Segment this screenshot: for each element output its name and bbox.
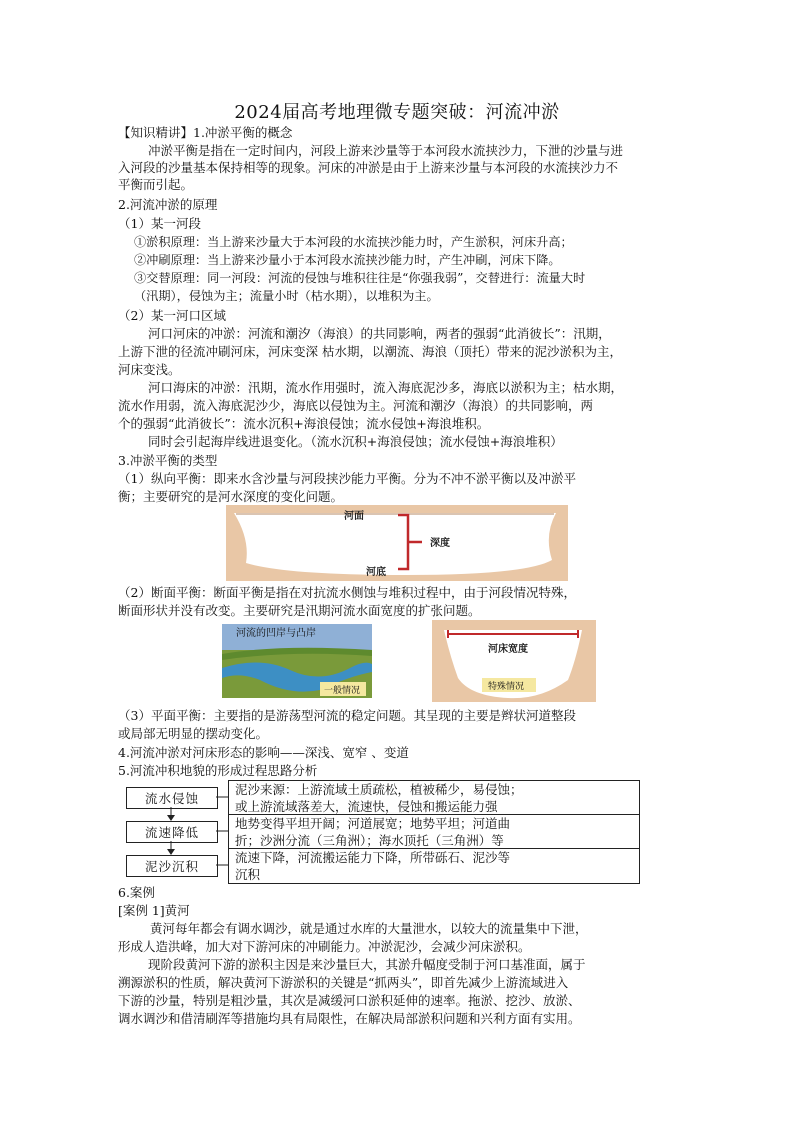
paragraph-line: 同时会引起海岸线进退变化。（流水沉积+海浪侵蚀；流水侵蚀+海浪堆积） (148, 434, 563, 449)
flow-step-deposition: 泥沙沉积 (126, 855, 218, 877)
flow-desc-line: 泥沙来源：上游流域土质疏松，植被稀少，易侵蚀； (235, 782, 523, 797)
paragraph-line: 形成人造洪峰，加大对下游河床的冲刷能力。冲淤泥沙，会减少河床淤积。 (118, 939, 531, 954)
paragraph-line: （2）断面平衡：断面平衡是指在对抗流水侧蚀与堆积过程中，由于河段情况特殊， (118, 585, 576, 600)
paragraph-line: 河床变浅。 (118, 362, 181, 377)
section-heading: 3.冲淤平衡的类型 (118, 453, 218, 468)
down-arrow-icon (166, 841, 176, 855)
flow-desc-deposition (228, 848, 640, 884)
flow-step-erosion: 流水侵蚀 (126, 787, 218, 809)
paragraph-line: 河口河床的冲淤：河流和潮汐（海浪）的共同影响，两者的强弱“此消彼长”：汛期， (148, 326, 611, 341)
channel-cross-section (432, 620, 596, 702)
brace-lines (216, 788, 228, 874)
paragraph-line: ②冲刷原理：当上游来沙量小于本河段水流挟沙能力时，产生冲刷，河床下降。 (134, 253, 561, 267)
flow-step-slowdown: 流速降低 (126, 821, 218, 843)
paragraph-line: 冲淤平衡是指在一定时间内，河段上游来沙量等于本河段水流挟沙力，下泄的沙量与进 (148, 143, 624, 158)
section-heading: 6.案例 (118, 885, 155, 900)
river-photo (222, 624, 372, 698)
paragraph-line: ③交替原理：同一河段：河流的侵蚀与堆积往往是“你强我弱”，交替进行：流量大时 (134, 271, 586, 285)
paragraph-line: 溯源淤积的性质，解决黄河下游淤积的关键是“抓两头”，即首先减少上游流域进入 (118, 975, 569, 990)
paragraph-line: 入河段的沙量基本保持相等的现象。河床的冲淤是由于上游来沙量与本河段的水流挟沙力不 (118, 160, 619, 175)
paragraph-line: 下游的沙量，特别是粗沙量，其次是减缓河口淤积延伸的速率。拖淤、挖沙、放淤、 (118, 993, 581, 1008)
depth-diagram (226, 505, 568, 581)
paragraph-line: 黄河每年都会有调水调沙，就是通过水库的大量泄水，以较大的流量集中下泄， (150, 921, 588, 936)
paragraph-line: （1）纵向平衡：即来水含沙量与河段挟沙能力平衡。分为不冲不淤平衡以及冲淤平 (118, 471, 576, 486)
flow-desc-line: 地势变得平坦开阔；河道展宽；地势平坦；河道曲 (235, 816, 511, 831)
subsection-heading: （1）某一河段 (118, 216, 201, 231)
paragraph-line: 河口海床的冲淤：汛期，流水作用强时，流入海底泥沙多，海底以淤积为主；枯水期， (148, 380, 624, 395)
paragraph-line: 或局部无明显的摆动变化。 (118, 726, 269, 741)
bottom-label: 河底 (366, 567, 386, 578)
cross-section-figure (200, 620, 596, 702)
paragraph-line: 平衡而引起。 (118, 177, 194, 192)
paragraph-line: （3）平面平衡：主要指的是游荡型河流的稳定问题。其呈现的主要是辫状河道整段 (118, 708, 576, 723)
surface-label: 河面 (344, 511, 364, 522)
down-arrow-icon (166, 807, 176, 821)
section-heading: 2.河流冲淤的原理 (118, 197, 218, 212)
flow-desc-line: 流速下降，河流搬运能力下降，所带砾石、泥沙等 (235, 850, 511, 865)
width-label: 河床宽度 (488, 644, 528, 655)
paragraph-line: 现阶段黄河下游的淤积主因是来沙量巨大，其淤升幅度受制于河口基准面，属于 (148, 957, 586, 972)
intro-label: 【知识精讲】1.冲淤平衡的概念 (118, 125, 293, 140)
paragraph-line: （汛期），侵蚀为主；流量小时（枯水期），以堆积为主。 (134, 289, 439, 303)
flow-desc-slowdown (228, 814, 640, 850)
photo-label: 一般情况 (324, 686, 361, 696)
section-heading: 5.河流冲积地貌的形成过程思路分析 (118, 763, 318, 778)
flow-desc-erosion (228, 780, 640, 816)
case-label: [案例 1]黄河 (118, 903, 190, 918)
flow-desc-line: 沉积 (235, 867, 261, 882)
page-title: 2024届高考地理微专题突破：河流冲淤 (234, 102, 560, 123)
paragraph-line: 流水作用弱，流入海底泥沙少，海底以侵蚀为主。河流和潮汐（海浪）的共同影响，两 (118, 398, 594, 413)
paragraph-line: 上游下泄的径流冲刷河床，河床变深 枯水期，以潮流、海浪（顶托）带来的泥沙淤积为主， (118, 344, 622, 359)
paragraph-line: 衡；主要研究的是河水深度的变化问题。 (118, 489, 344, 504)
paragraph-line: 个的强弱“此消彼长”：流水沉积+海浪侵蚀；流水侵蚀+海浪堆积。 (118, 416, 490, 431)
paragraph-line: ①淤积原理：当上游来沙量大于本河段的水流挟沙能力时，产生淤积，河床升高； (134, 235, 573, 249)
special-label: 特殊情况 (488, 682, 525, 692)
paragraph-line: 断面形状并没有改变。主要研究是汛期河流水面宽度的扩张问题。 (118, 603, 481, 618)
flow-desc-line: 或上游流域落差大，流速快，侵蚀和搬运能力强 (235, 799, 498, 814)
subsection-heading: （2）某一河口区域 (118, 308, 226, 323)
section-heading: 4.河流冲淤对河床形态的影响——深浅、宽窄 、变道 (118, 745, 409, 760)
photo-caption: 河流的凹岸与凸岸 (236, 628, 316, 639)
paragraph-line: 调水调沙和借清刷浑等措施均具有局限性，在解决局部淤积问题和兴利方面有实用。 (118, 1011, 581, 1026)
flow-desc-line: 折；沙洲分流（三角洲）；海水顶托（三角洲）等 (235, 833, 504, 848)
depth-label: 深度 (430, 538, 450, 549)
